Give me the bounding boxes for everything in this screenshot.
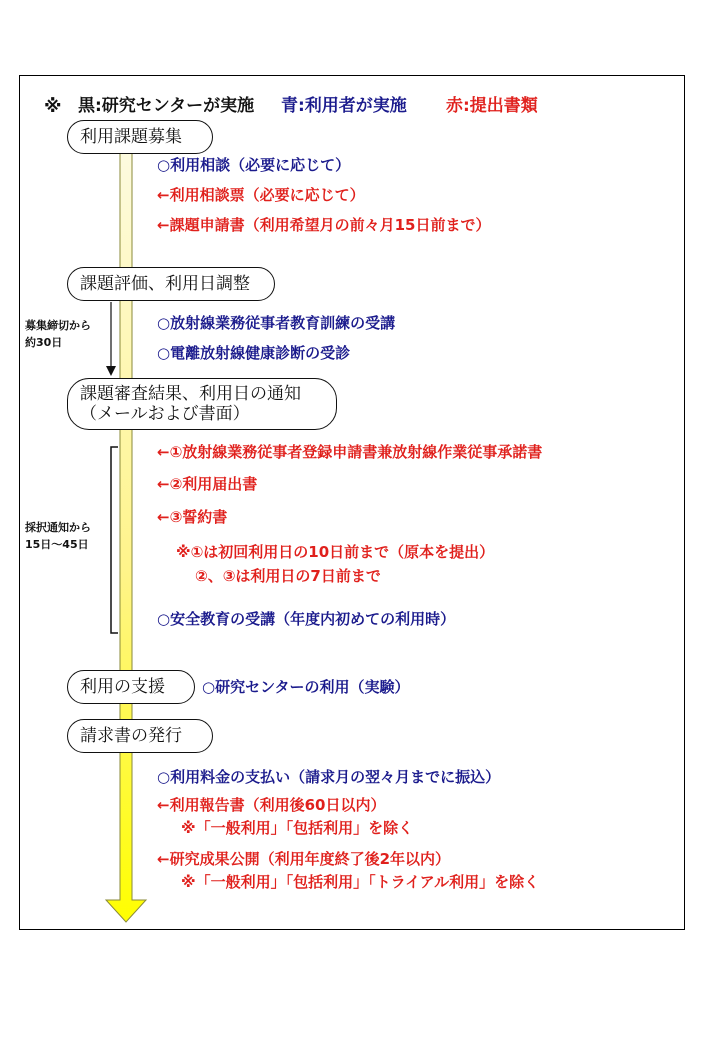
timing-bracket — [111, 447, 118, 633]
item-proposal-form: ←課題申請書（利用希望月の前々月15日前まで） — [157, 216, 491, 234]
stage-label-line2: （メールおよび書面） — [80, 404, 250, 424]
item-radiation-training: ○放射線業務従事者教育訓練の受講 — [157, 314, 396, 332]
stage-label: 課題評価、利用日調整 — [80, 273, 250, 294]
timing-note-line1: 採択通知から — [25, 521, 91, 534]
item-pledge: ←③誓約書 — [157, 508, 228, 526]
item-usage-report: ←利用報告書（利用後60日以内） — [157, 796, 386, 814]
item-consultation: ○利用相談（必要に応じて） — [157, 156, 351, 174]
item-results-publication: ←研究成果公開（利用年度終了後2年以内） — [157, 850, 451, 868]
item-health-exam: ○電離放射線健康診断の受診 — [157, 344, 351, 362]
timing-note-adoption — [25, 520, 91, 553]
item-consultation-form: ←利用相談票（必要に応じて） — [157, 186, 365, 204]
legend-blue: 青:利用者が実施 — [281, 96, 407, 116]
stage-call-for-proposals — [67, 120, 213, 154]
stage-support — [67, 670, 195, 704]
stage-label: 利用の支援 — [80, 676, 165, 697]
stage-notification — [67, 378, 337, 430]
timing-note-line2: 15日～45日 — [25, 537, 89, 551]
timing-note-line1: 募集締切から — [25, 319, 91, 332]
process-arrow — [106, 140, 146, 922]
item-registration-form: ←①放射線業務従事者登録申請書兼放射線作業従事承諾書 — [157, 443, 543, 461]
legend-black: 黒:研究センターが実施 — [78, 96, 255, 116]
note-exclusion-1: ※「一般利用」「包括利用」を除く — [181, 819, 414, 837]
timing-note-deadline — [25, 318, 91, 351]
note-deadline-1: ※①は初回利用日の10日前まで（原本を提出） — [176, 543, 495, 561]
legend-mark: ※ — [44, 96, 62, 117]
timing-note-line2: 約30日 — [25, 335, 63, 349]
stage-evaluation — [67, 267, 275, 301]
stage-label: 利用課題募集 — [80, 126, 182, 147]
stage-label-line1: 課題審査結果、利用日の通知 — [80, 383, 301, 404]
timing-arrow-head — [106, 366, 116, 376]
stage-label: 請求書の発行 — [80, 725, 182, 746]
item-payment: ○利用料金の支払い（請求月の翌々月までに振込） — [157, 768, 501, 786]
item-center-usage: ○研究センターの利用（実験） — [202, 678, 410, 696]
stage-invoice — [67, 719, 213, 753]
legend-red: 赤:提出書類 — [446, 96, 538, 116]
item-safety-training: ○安全教育の受講（年度内初めての利用時） — [157, 610, 456, 628]
note-exclusion-2: ※「一般利用」「包括利用」「トライアル利用」を除く — [181, 873, 540, 891]
item-usage-notice: ←②利用届出書 — [157, 475, 258, 493]
note-deadline-2: ②、③は利用日の7日前まで — [195, 567, 381, 585]
